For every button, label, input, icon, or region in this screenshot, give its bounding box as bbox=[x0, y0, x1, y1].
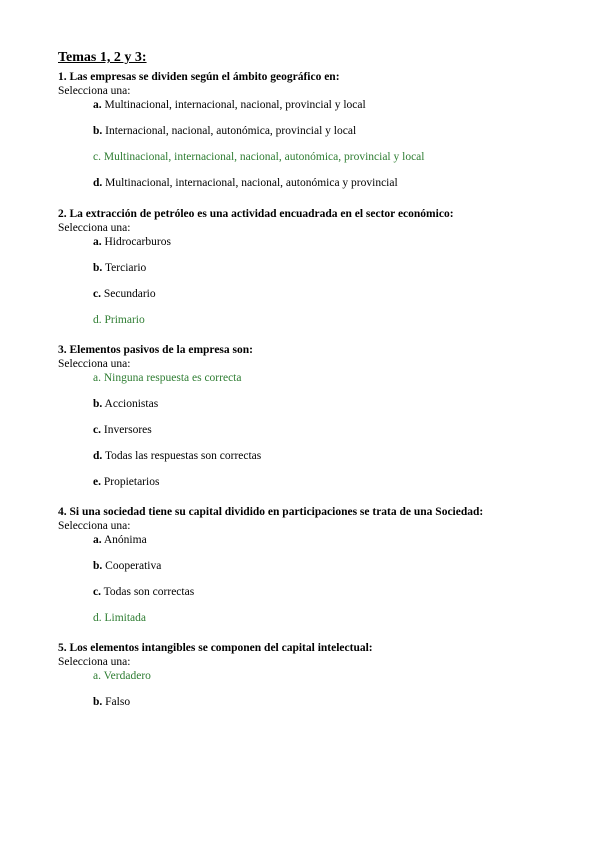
select-label: Selecciona una: bbox=[58, 656, 131, 668]
question-text: 3. Elementos pasivos de la empresa son: bbox=[58, 344, 253, 356]
option-c: c. Todas son correctas bbox=[93, 586, 195, 598]
question-text: 5. Los elementos intangibles se componen del capital intelectual: bbox=[58, 642, 373, 654]
question-1 bbox=[58, 70, 578, 202]
option-d: d. Todas las respuestas son correctas bbox=[93, 450, 262, 462]
option-a: a. Anónima bbox=[93, 534, 147, 546]
option-a: a. Multinacional, internacional, nacional, provincial y local bbox=[93, 99, 366, 111]
option-b: b. Terciario bbox=[93, 262, 147, 274]
option-b: b. Cooperativa bbox=[93, 560, 162, 572]
select-label: Selecciona una: bbox=[58, 222, 131, 234]
select-label: Selecciona una: bbox=[58, 520, 131, 532]
option-a-correct: a. Verdadero bbox=[93, 670, 151, 682]
option-b: b. Accionistas bbox=[93, 398, 159, 410]
option-a: a. Hidrocarburos bbox=[93, 236, 171, 248]
option-a-correct: a. Ninguna respuesta es correcta bbox=[93, 372, 242, 384]
option-b: b. Internacional, nacional, autonómica, provincial y local bbox=[93, 125, 357, 137]
question-5 bbox=[58, 641, 578, 721]
question-3 bbox=[58, 343, 578, 501]
question-text: 1. Las empresas se dividen según el ámbito geográfico en: bbox=[58, 71, 340, 83]
option-c-correct: c. Multinacional, internacional, nacional, autonómica, provincial y local bbox=[93, 151, 425, 163]
question-4 bbox=[58, 505, 578, 637]
option-b: b. Falso bbox=[93, 696, 131, 708]
select-label: Selecciona una: bbox=[58, 358, 131, 370]
page-title: Temas 1, 2 y 3: bbox=[58, 50, 147, 65]
option-d-correct: d. Limitada bbox=[93, 612, 147, 624]
select-label: Selecciona una: bbox=[58, 85, 131, 97]
option-d: d. Multinacional, internacional, nacional, autonómica y provincial bbox=[93, 177, 398, 189]
option-d-correct: d. Primario bbox=[93, 314, 145, 326]
question-text: 2. La extracción de petróleo es una actividad encuadrada en el sector económico: bbox=[58, 208, 454, 220]
option-c: c. Inversores bbox=[93, 424, 152, 436]
question-text: 4. Si una sociedad tiene su capital dividido en participaciones se trata de una Sociedad: bbox=[58, 506, 484, 518]
question-2 bbox=[58, 207, 578, 339]
option-c: c. Secundario bbox=[93, 288, 156, 300]
option-e: e. Propietarios bbox=[93, 476, 160, 488]
